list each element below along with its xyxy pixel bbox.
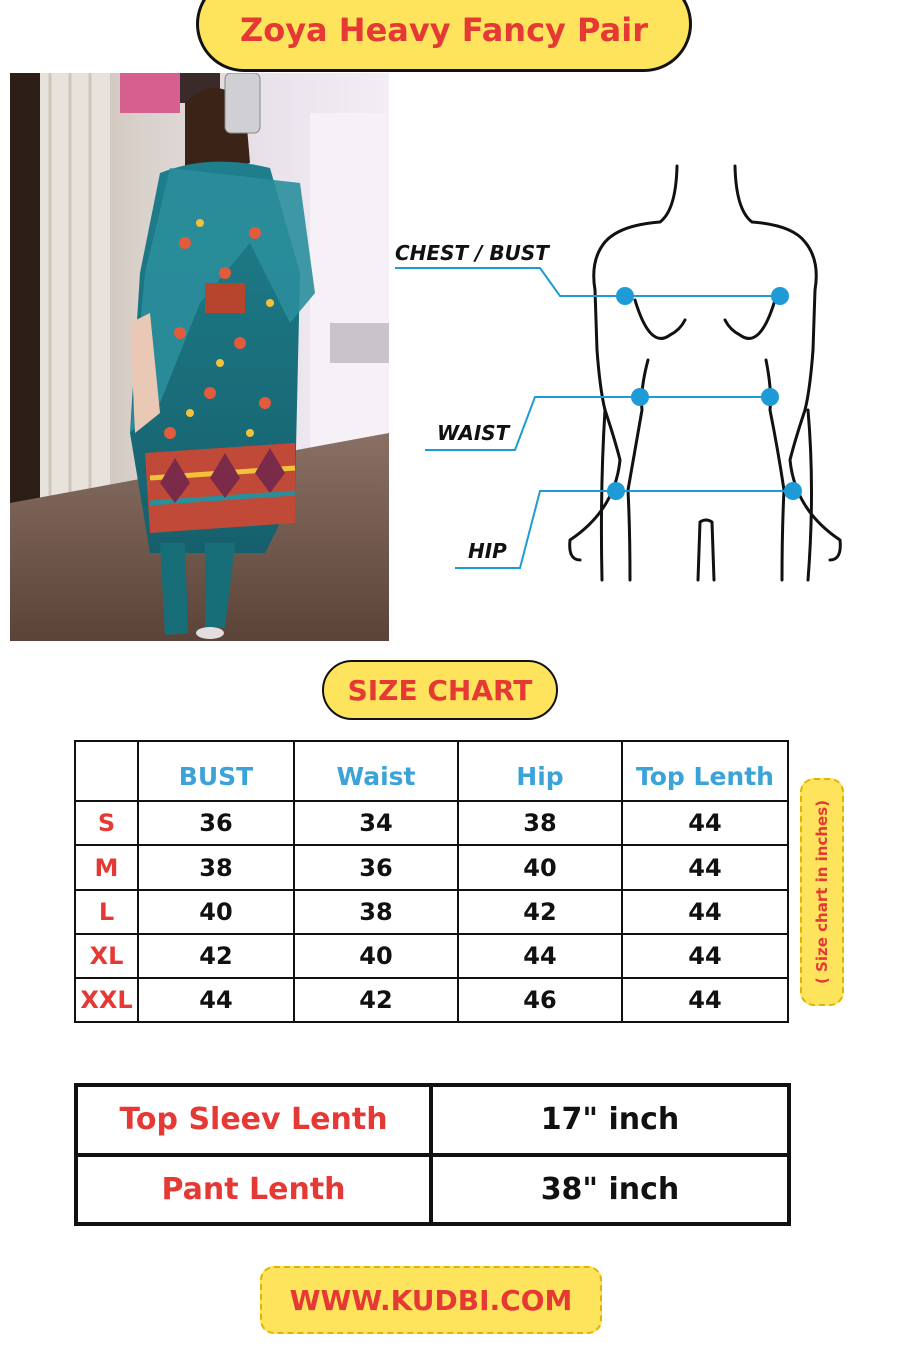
- waist-cell: 34: [294, 801, 458, 845]
- waist-cell: 38: [294, 890, 458, 934]
- hip-cell: 46: [458, 978, 622, 1022]
- size-chart-table: [74, 740, 789, 1023]
- header-top-length: Top Lenth: [622, 741, 788, 801]
- header-size: [75, 741, 138, 801]
- pant-length-value: 38" inch: [431, 1155, 789, 1225]
- hip-label: HIP: [468, 539, 507, 563]
- waist-cell: 36: [294, 845, 458, 889]
- table-row: [75, 934, 788, 978]
- website-banner[interactable]: [260, 1266, 602, 1334]
- header-waist: Waist: [294, 741, 458, 801]
- waist-cell: 40: [294, 934, 458, 978]
- table-row: [75, 890, 788, 934]
- size-cell: XXL: [75, 978, 138, 1022]
- size-chart-title: SIZE CHART: [347, 673, 533, 707]
- size-cell: L: [75, 890, 138, 934]
- sleeve-length-label: Top Sleev Lenth: [76, 1085, 431, 1155]
- website-link[interactable]: WWW.KUDBI.COM: [289, 1283, 573, 1317]
- table-row: [76, 1085, 789, 1155]
- length-table: [74, 1083, 791, 1226]
- table-row: [75, 845, 788, 889]
- bust-cell: 38: [138, 845, 294, 889]
- table-row: [76, 1155, 789, 1225]
- bust-cell: 40: [138, 890, 294, 934]
- header-hip: Hip: [458, 741, 622, 801]
- hip-cell: 44: [458, 934, 622, 978]
- pant-length-label: Pant Lenth: [76, 1155, 431, 1225]
- bust-cell: 42: [138, 934, 294, 978]
- chest-bust-label: CHEST / BUST: [395, 241, 549, 265]
- top-length-cell: 44: [622, 890, 788, 934]
- product-title: Zoya Heavy Fancy Pair: [240, 11, 648, 49]
- size-cell: S: [75, 801, 138, 845]
- header-bust: BUST: [138, 741, 294, 801]
- hip-cell: 38: [458, 801, 622, 845]
- sleeve-length-value: 17" inch: [431, 1085, 789, 1155]
- bust-cell: 44: [138, 978, 294, 1022]
- hip-cell: 42: [458, 890, 622, 934]
- top-length-cell: 44: [622, 801, 788, 845]
- hip-cell: 40: [458, 845, 622, 889]
- body-measurement-diagram: [390, 150, 860, 590]
- size-chart-heading: [322, 660, 558, 720]
- inches-note-text: ( Size chart in inches): [813, 799, 831, 985]
- size-cell: XL: [75, 934, 138, 978]
- product-photo: [10, 73, 389, 641]
- waist-label: WAIST: [437, 421, 510, 445]
- top-length-cell: 44: [622, 934, 788, 978]
- table-header-row: [75, 741, 788, 801]
- inches-note: [800, 778, 844, 1006]
- table-row: [75, 978, 788, 1022]
- top-length-cell: 44: [622, 978, 788, 1022]
- waist-cell: 42: [294, 978, 458, 1022]
- size-cell: M: [75, 845, 138, 889]
- top-length-cell: 44: [622, 845, 788, 889]
- bust-cell: 36: [138, 801, 294, 845]
- table-row: [75, 801, 788, 845]
- title-banner: [196, 0, 692, 72]
